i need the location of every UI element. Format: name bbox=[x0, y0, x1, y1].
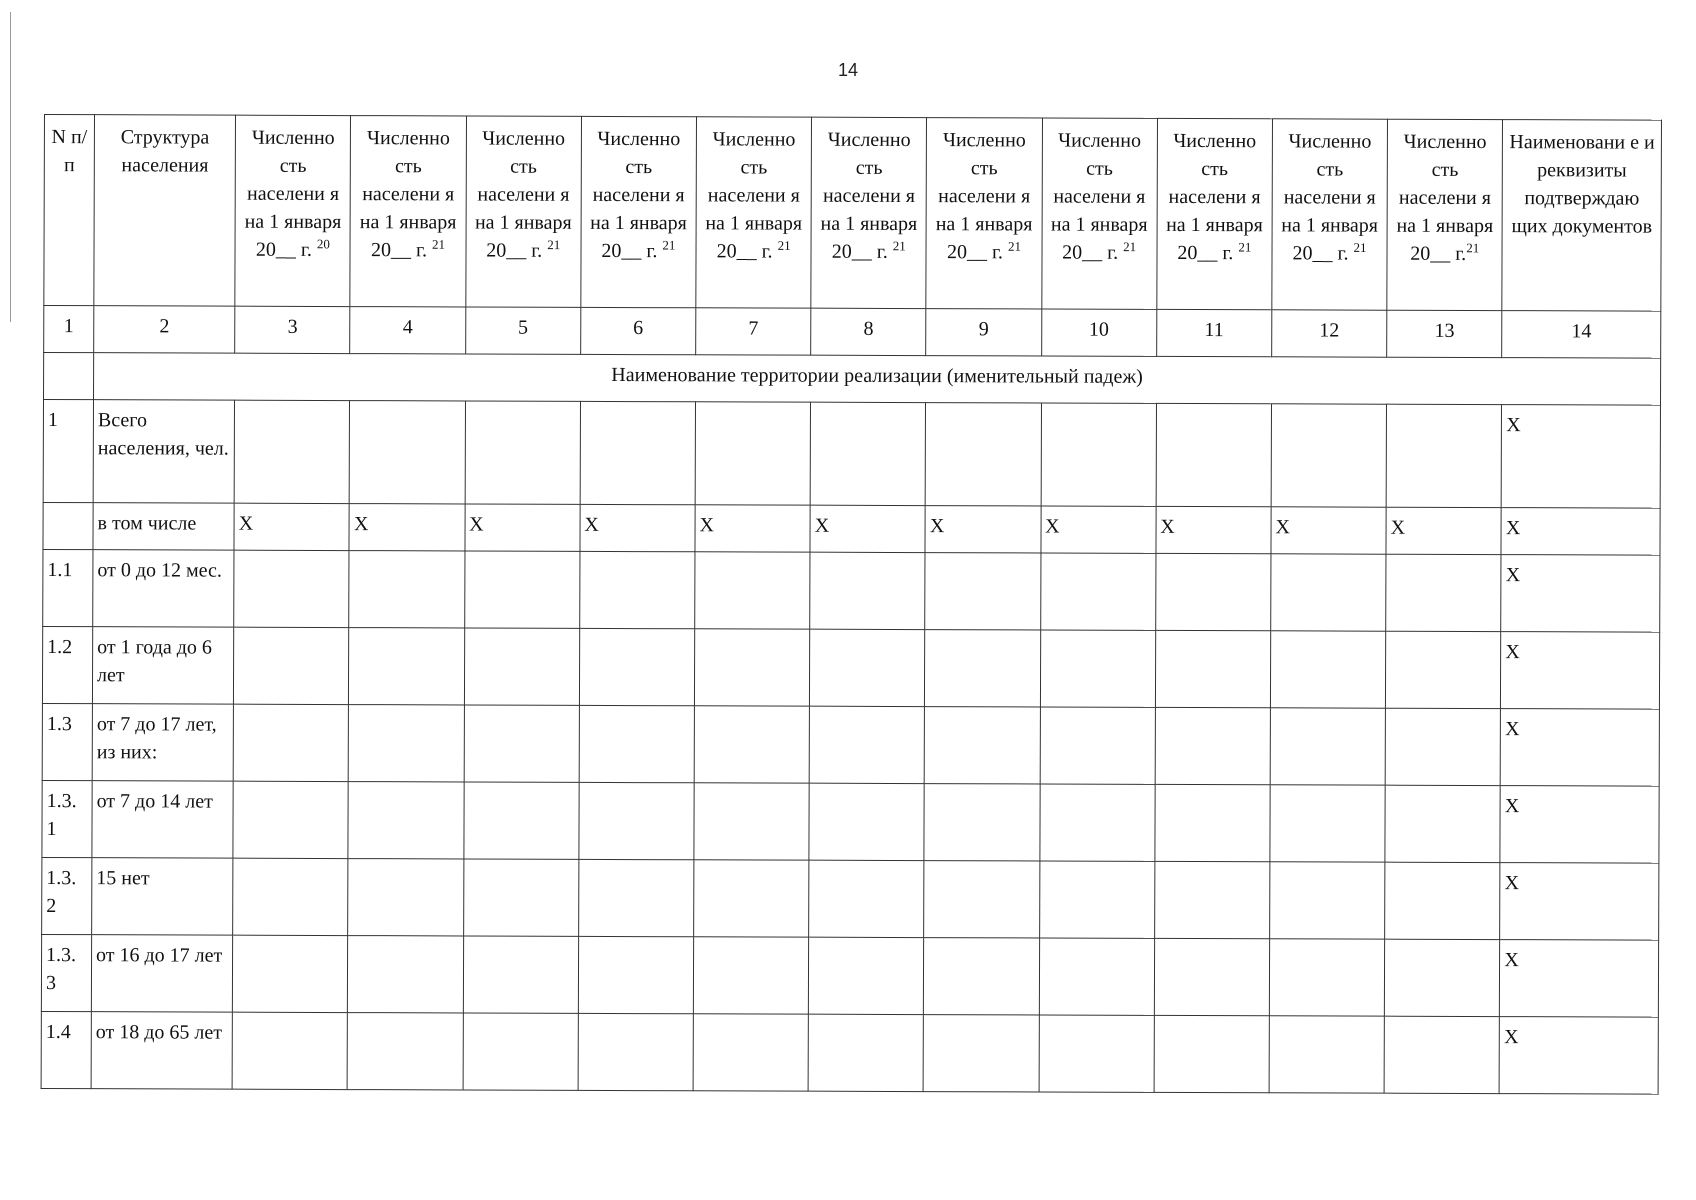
row-number: 1.3. 1 bbox=[42, 780, 92, 857]
population-label: Численно сть населени я на 1 января bbox=[474, 127, 572, 234]
column-number-row bbox=[44, 306, 1661, 359]
year-stub: 20__ г. bbox=[831, 240, 888, 263]
year-stub: 20__ г. bbox=[1062, 241, 1119, 264]
row-label: в том числе bbox=[93, 503, 234, 550]
table-row bbox=[41, 934, 1658, 1017]
data-cell[interactable] bbox=[464, 628, 579, 705]
data-cell[interactable] bbox=[693, 937, 808, 1014]
data-cell[interactable] bbox=[809, 937, 924, 1014]
footnote-ref: 21 bbox=[777, 237, 791, 253]
population-label: Численно сть населени я на 1 января bbox=[1050, 129, 1148, 236]
footnote-ref: 21 bbox=[1123, 239, 1137, 255]
data-cell[interactable] bbox=[464, 551, 579, 628]
data-cell[interactable] bbox=[579, 705, 694, 782]
data-cell[interactable] bbox=[1155, 553, 1270, 630]
data-cell[interactable] bbox=[348, 859, 463, 936]
row-number: 1.2 bbox=[42, 626, 92, 703]
population-label: Численно сть населени я на 1 января bbox=[1281, 130, 1379, 237]
column-number: 7 bbox=[696, 308, 811, 355]
data-cell[interactable] bbox=[1155, 630, 1270, 707]
year-stub: 20__ г. bbox=[1292, 242, 1349, 265]
data-cell[interactable] bbox=[1269, 939, 1384, 1016]
data-cell[interactable] bbox=[1270, 631, 1385, 708]
data-cell[interactable] bbox=[1155, 784, 1270, 861]
data-cell[interactable] bbox=[1269, 1016, 1384, 1093]
year-stub: 20__ г. bbox=[1177, 241, 1234, 265]
data-cell[interactable] bbox=[464, 782, 579, 859]
year-stub: 20__ г. bbox=[716, 240, 773, 263]
data-cell[interactable] bbox=[233, 704, 348, 781]
data-cell[interactable] bbox=[348, 1013, 463, 1090]
column-number: 8 bbox=[811, 308, 926, 355]
data-cell[interactable] bbox=[1386, 554, 1501, 631]
data-cell[interactable] bbox=[694, 783, 809, 860]
data-cell[interactable] bbox=[1039, 1015, 1154, 1092]
x-mark: X bbox=[1386, 507, 1501, 554]
header-population-cell bbox=[350, 116, 466, 307]
data-cell[interactable] bbox=[1040, 553, 1155, 630]
population-label: Численно сть населени я на 1 января bbox=[705, 128, 803, 235]
table-row bbox=[41, 1011, 1658, 1094]
data-cell[interactable] bbox=[463, 936, 578, 1013]
data-cell[interactable] bbox=[694, 629, 809, 706]
row-label: от 7 до 14 лет bbox=[92, 781, 234, 858]
data-cell[interactable] bbox=[1154, 861, 1269, 938]
footnote-ref: 21 bbox=[892, 238, 906, 254]
row-number: 1.3. 3 bbox=[41, 934, 91, 1011]
data-cell[interactable] bbox=[234, 400, 350, 503]
row-number: 1.3. 2 bbox=[42, 857, 92, 934]
data-cell[interactable] bbox=[1270, 708, 1385, 785]
data-cell[interactable] bbox=[233, 858, 348, 935]
data-cell[interactable] bbox=[233, 781, 348, 858]
data-cell[interactable] bbox=[924, 861, 1039, 938]
data-cell[interactable] bbox=[1384, 939, 1499, 1016]
data-cell[interactable] bbox=[463, 1013, 578, 1090]
data-cell[interactable] bbox=[349, 628, 464, 705]
region-title: Наименование территории реализации (именительный падеж) bbox=[93, 353, 1660, 405]
data-cell[interactable] bbox=[1271, 404, 1387, 507]
population-structure-table bbox=[41, 114, 1662, 1095]
row-number: 1 bbox=[43, 400, 93, 503]
header-number-cell: N п/п bbox=[44, 115, 95, 306]
table-row bbox=[42, 857, 1659, 940]
year-stub: 20__ г. bbox=[946, 241, 1003, 264]
data-cell[interactable] bbox=[234, 550, 349, 627]
data-cell[interactable] bbox=[809, 860, 924, 937]
x-mark: X bbox=[1500, 786, 1659, 864]
column-number: 12 bbox=[1272, 310, 1387, 357]
data-cell[interactable] bbox=[1270, 862, 1385, 939]
data-cell[interactable] bbox=[578, 1013, 693, 1090]
data-cell[interactable] bbox=[924, 938, 1039, 1015]
year-stub: 20__ г. bbox=[1410, 242, 1467, 265]
data-cell[interactable] bbox=[579, 782, 694, 859]
row-label: от 0 до 12 мес. bbox=[93, 550, 235, 627]
data-cell[interactable] bbox=[924, 784, 1039, 861]
x-mark: X bbox=[810, 505, 925, 552]
footnote-ref: 21 bbox=[547, 237, 561, 253]
column-number: 13 bbox=[1387, 310, 1502, 357]
header-population-cell bbox=[235, 115, 351, 306]
table-row bbox=[43, 549, 1660, 632]
data-cell[interactable] bbox=[579, 628, 694, 705]
data-cell[interactable] bbox=[809, 783, 924, 860]
x-mark: X bbox=[925, 506, 1040, 553]
data-cell[interactable] bbox=[1385, 708, 1500, 785]
footnote-ref: 21 bbox=[1238, 239, 1252, 255]
data-cell[interactable] bbox=[234, 627, 349, 704]
x-mark: X bbox=[1501, 555, 1660, 633]
data-cell[interactable] bbox=[926, 403, 1042, 506]
row-label: от 1 года до 6 лет bbox=[92, 627, 234, 704]
table-row bbox=[42, 780, 1659, 863]
row-label: Всего населения, чел. bbox=[93, 400, 235, 503]
data-cell[interactable] bbox=[925, 707, 1040, 784]
x-mark: X bbox=[349, 504, 464, 551]
row-number: 1.3 bbox=[42, 703, 92, 780]
header-population-cell bbox=[1272, 119, 1388, 310]
header-population-cell bbox=[1387, 119, 1503, 310]
x-mark: X bbox=[1156, 506, 1271, 553]
header-population-cell bbox=[581, 116, 697, 307]
data-cell[interactable] bbox=[1041, 403, 1157, 506]
data-cell[interactable] bbox=[233, 935, 348, 1012]
table-row bbox=[42, 703, 1659, 786]
x-mark: X bbox=[1500, 863, 1659, 941]
column-number: 2 bbox=[94, 306, 235, 353]
data-cell[interactable] bbox=[1385, 862, 1500, 939]
left-scan-edge bbox=[10, 12, 11, 322]
x-mark: X bbox=[580, 504, 695, 551]
data-cell[interactable] bbox=[693, 1014, 808, 1091]
header-structure-cell: Структура населения bbox=[94, 115, 236, 306]
x-mark: X bbox=[1501, 508, 1660, 556]
data-cell[interactable] bbox=[695, 402, 811, 505]
footnote-ref: 21 bbox=[1353, 239, 1367, 255]
data-cell[interactable] bbox=[1271, 554, 1386, 631]
data-cell[interactable] bbox=[695, 552, 810, 629]
data-cell[interactable] bbox=[349, 705, 464, 782]
row-number bbox=[43, 502, 93, 549]
data-cell[interactable] bbox=[465, 401, 581, 504]
column-number: 10 bbox=[1041, 309, 1156, 356]
population-label: Численно сть населени я на 1 января bbox=[590, 127, 687, 235]
data-cell[interactable] bbox=[1386, 631, 1501, 708]
column-number: 11 bbox=[1156, 309, 1271, 356]
population-label: Численно сть населени я на 1 января bbox=[359, 127, 457, 234]
data-cell[interactable] bbox=[1039, 784, 1154, 861]
x-mark: X bbox=[1499, 1017, 1658, 1095]
data-cell[interactable] bbox=[1270, 785, 1385, 862]
header-population-cell bbox=[1157, 118, 1273, 309]
header-documents-cell: Наименовани е и реквизиты подтверждаю щих документов bbox=[1502, 120, 1661, 312]
data-cell[interactable] bbox=[808, 1014, 923, 1091]
data-cell[interactable] bbox=[348, 936, 463, 1013]
year-stub: 20__ г. bbox=[601, 239, 658, 263]
data-cell[interactable] bbox=[1039, 938, 1154, 1015]
data-cell[interactable] bbox=[925, 553, 1040, 630]
year-stub: 20__ г. bbox=[486, 239, 543, 262]
data-cell[interactable] bbox=[350, 401, 466, 504]
x-mark: X bbox=[1271, 507, 1386, 554]
header-row bbox=[44, 115, 1662, 312]
data-cell[interactable] bbox=[463, 859, 578, 936]
data-cell[interactable] bbox=[578, 936, 693, 1013]
x-mark: X bbox=[234, 503, 349, 550]
column-number: 3 bbox=[235, 306, 350, 353]
data-cell[interactable] bbox=[464, 705, 579, 782]
data-cell[interactable] bbox=[810, 629, 925, 706]
data-cell[interactable] bbox=[809, 706, 924, 783]
table-row bbox=[42, 626, 1659, 709]
header-population-cell bbox=[465, 116, 581, 307]
column-number: 5 bbox=[465, 307, 580, 354]
data-cell[interactable] bbox=[810, 402, 926, 505]
column-number: 4 bbox=[350, 307, 465, 354]
data-cell[interactable] bbox=[923, 1015, 1038, 1092]
footnote-ref: 21 bbox=[1007, 238, 1022, 254]
data-cell[interactable] bbox=[694, 706, 809, 783]
population-label: Численно сть населени я на 1 января bbox=[1396, 130, 1494, 238]
year-stub: 20__ г. bbox=[371, 239, 428, 262]
data-cell[interactable] bbox=[578, 859, 693, 936]
x-mark: X bbox=[1501, 632, 1660, 710]
row-label: от 16 до 17 лет bbox=[91, 935, 233, 1012]
data-cell[interactable] bbox=[1040, 630, 1155, 707]
region-row bbox=[44, 353, 1661, 406]
data-cell[interactable] bbox=[1155, 707, 1270, 784]
data-cell[interactable] bbox=[1154, 938, 1269, 1015]
data-cell[interactable] bbox=[1039, 861, 1154, 938]
x-mark: X bbox=[1500, 709, 1659, 787]
x-mark: X bbox=[465, 504, 580, 551]
data-cell[interactable] bbox=[1154, 1015, 1269, 1092]
x-mark: X bbox=[1041, 506, 1156, 553]
year-stub: 20__ г. bbox=[255, 238, 312, 261]
population-label: Численно сть населени я на 1 января bbox=[244, 126, 342, 234]
header-population-cell bbox=[926, 118, 1042, 309]
data-cell[interactable] bbox=[1385, 785, 1500, 862]
column-number: 6 bbox=[580, 307, 695, 354]
population-label: Численно сть населени я на 1 января bbox=[1166, 129, 1263, 237]
row-label: 15 нет bbox=[92, 858, 234, 935]
header-population-cell bbox=[811, 117, 927, 308]
column-number: 14 bbox=[1502, 311, 1661, 359]
row-number: 1.4 bbox=[41, 1011, 91, 1088]
footnote-ref: 21 bbox=[662, 237, 676, 253]
row-label: от 18 до 65 лет bbox=[91, 1012, 233, 1089]
data-cell[interactable] bbox=[1156, 403, 1272, 506]
x-mark: X bbox=[1501, 405, 1660, 509]
column-number: 1 bbox=[44, 306, 94, 353]
data-cell[interactable] bbox=[925, 630, 1040, 707]
footnote-ref: 20 bbox=[316, 236, 330, 252]
x-mark: X bbox=[1500, 940, 1659, 1018]
data-cell[interactable] bbox=[810, 552, 925, 629]
row-label: от 7 до 17 лет, из них: bbox=[92, 704, 234, 781]
x-mark: X bbox=[695, 505, 810, 552]
data-cell[interactable] bbox=[1386, 404, 1502, 507]
data-cell[interactable] bbox=[580, 551, 695, 628]
data-cell[interactable] bbox=[1384, 1016, 1499, 1093]
row-number: 1.1 bbox=[43, 549, 93, 626]
column-number: 9 bbox=[926, 309, 1041, 356]
header-population-cell bbox=[1041, 118, 1157, 309]
page-number: 14 bbox=[838, 60, 859, 80]
footnote-ref: 21 bbox=[432, 236, 446, 252]
data-cell[interactable] bbox=[348, 782, 463, 859]
data-cell[interactable] bbox=[694, 860, 809, 937]
data-cell[interactable] bbox=[1040, 707, 1155, 784]
population-label: Численно сть населени я на 1 января bbox=[820, 128, 918, 236]
region-blank-cell bbox=[44, 353, 94, 400]
data-cell[interactable] bbox=[232, 1012, 347, 1089]
data-cell[interactable] bbox=[349, 551, 464, 628]
population-label: Численно сть населени я на 1 января bbox=[935, 129, 1033, 236]
footnote-ref: 21 bbox=[1466, 240, 1480, 256]
table-row bbox=[43, 502, 1660, 555]
table-row bbox=[43, 400, 1660, 509]
data-cell[interactable] bbox=[580, 401, 696, 504]
header-population-cell bbox=[696, 117, 812, 308]
